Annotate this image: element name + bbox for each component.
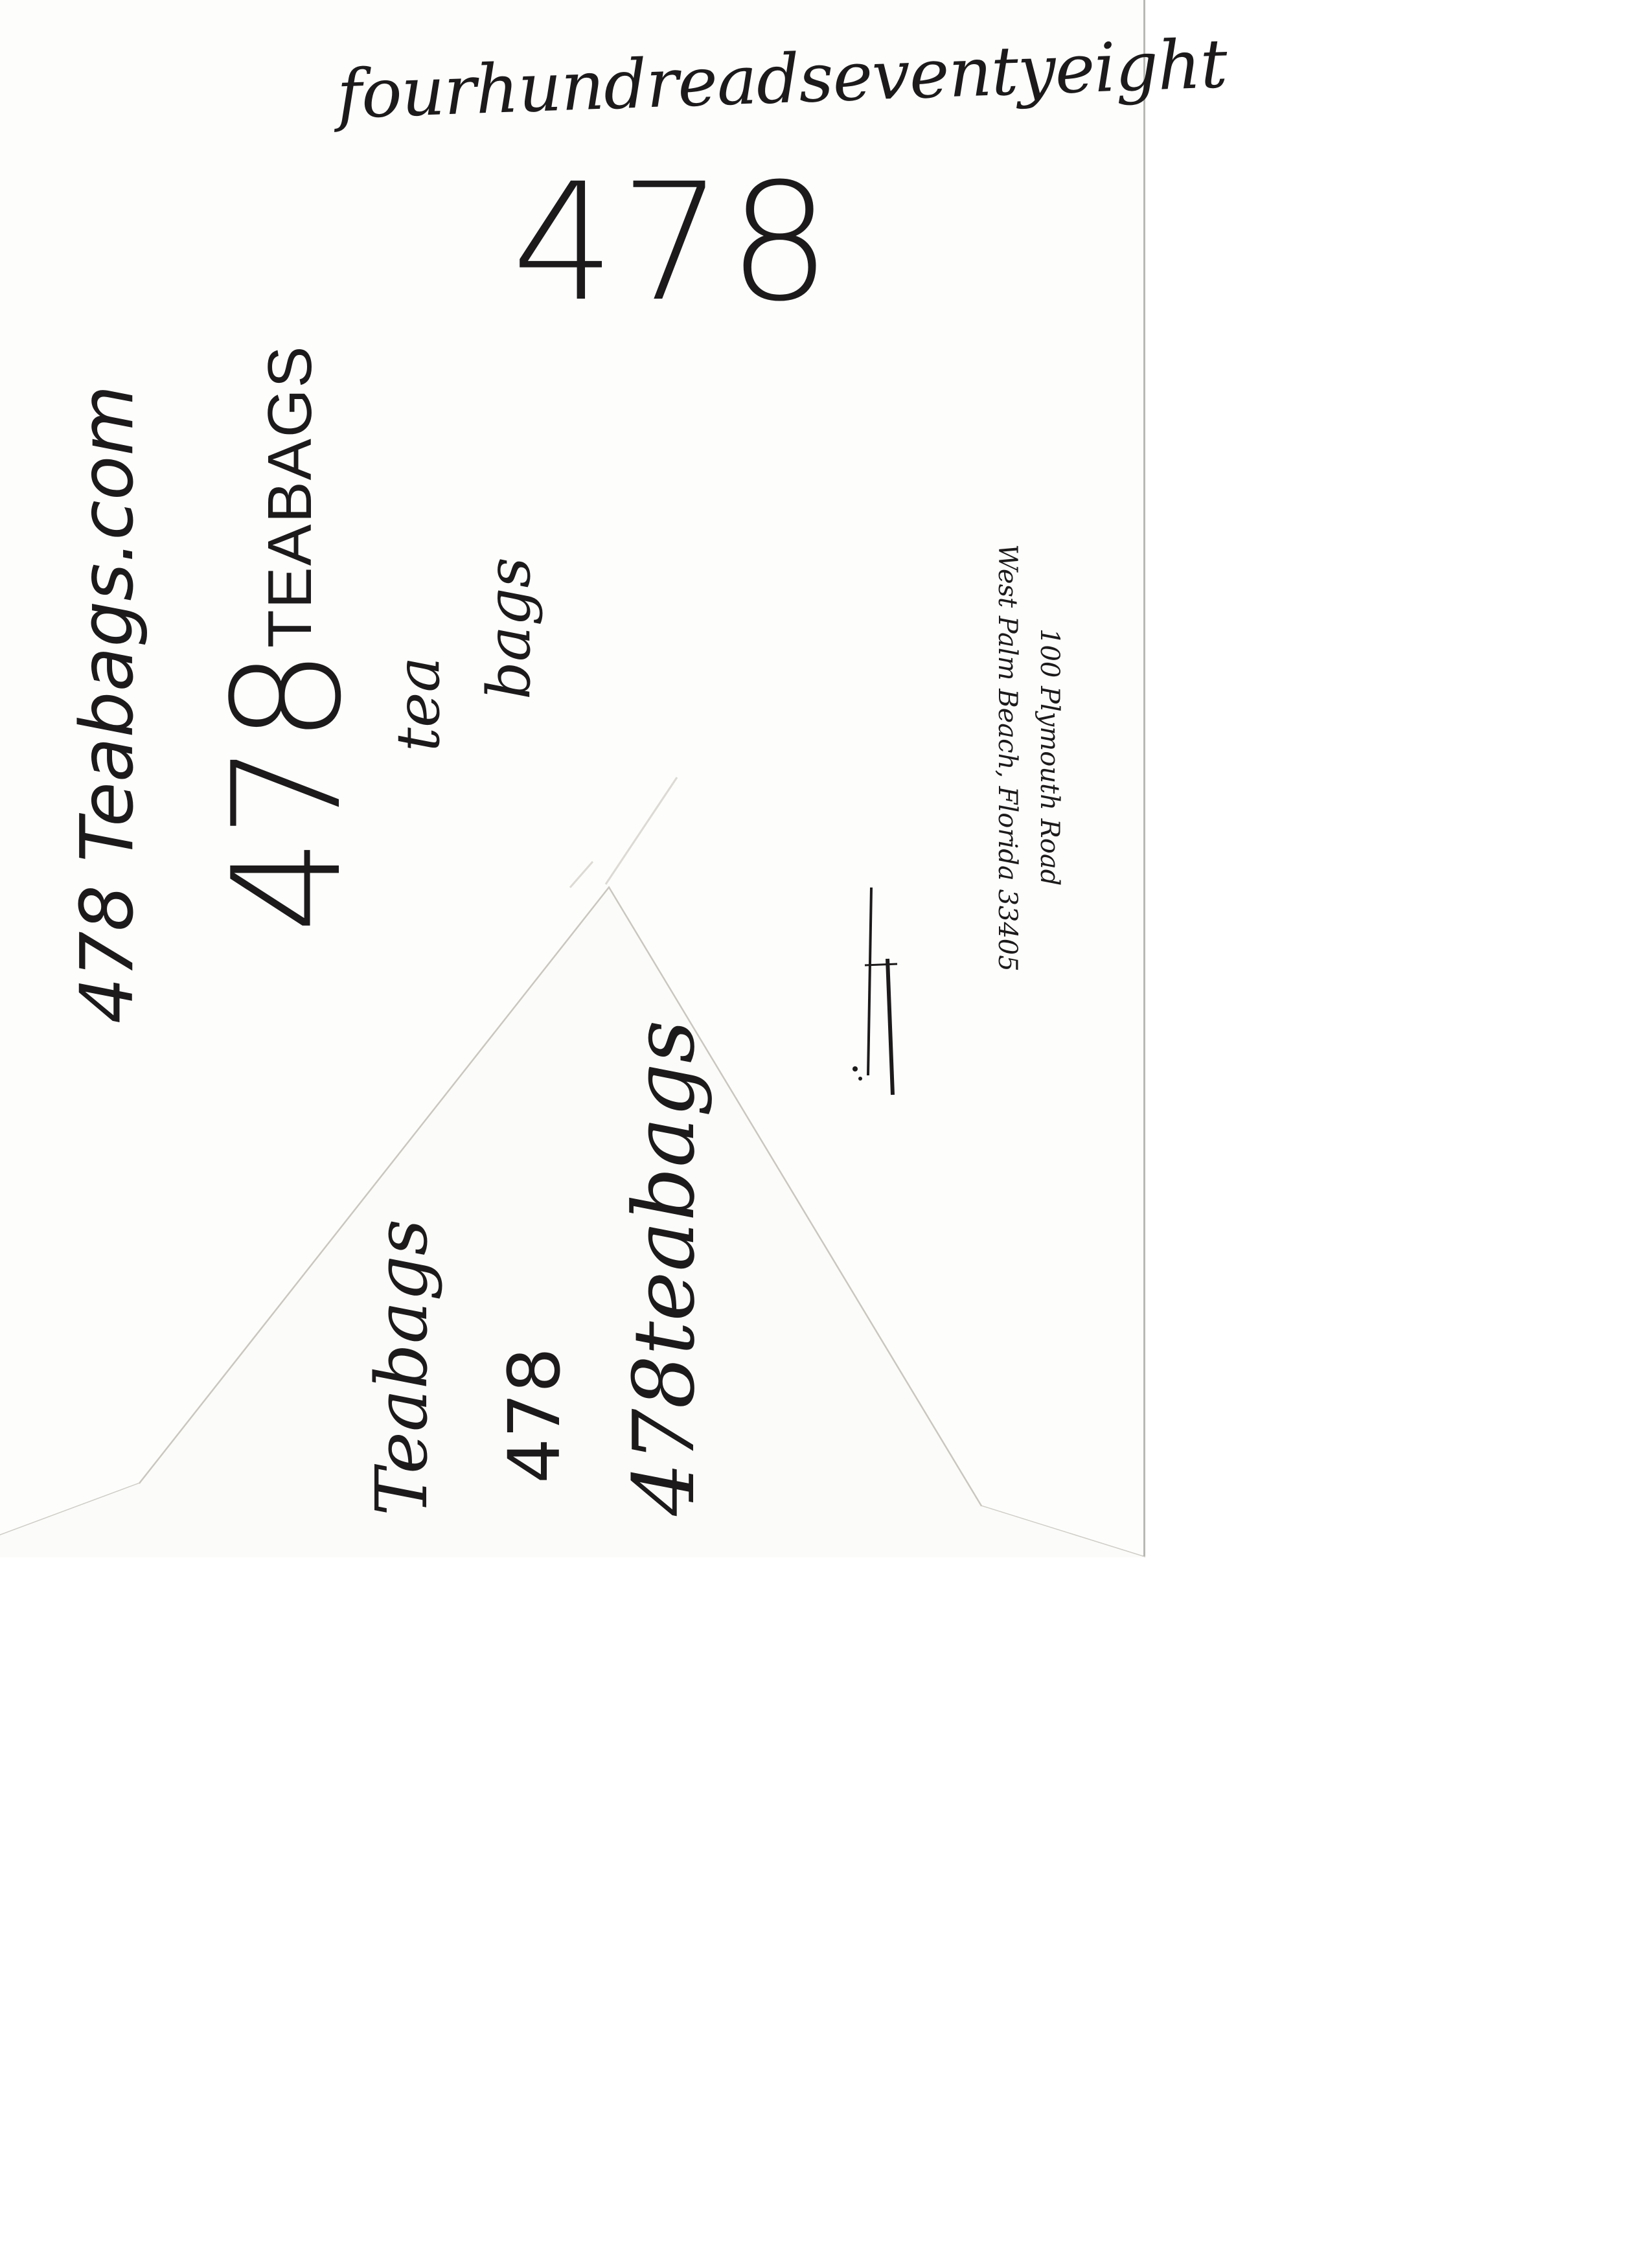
handwritten-number-top: 478 [512,148,837,337]
flap-edge-line [606,777,677,884]
handwritten-big-number: 478 [201,648,374,933]
handwritten-tea: tea [383,656,453,751]
flap-handwritten-number: 478 [493,1347,576,1483]
flap-edge-line-2 [570,862,593,888]
flap-handwritten-combined: 478teabags [615,1020,713,1516]
return-address-line-1: 100 Plymouth Road [1035,628,1064,886]
handwritten-teabags-caps: TEABAGS [255,345,325,648]
return-address-line-2: West Palm Beach, Florida 33405 [992,544,1022,972]
handwritten-website: 478 Teabags.com [65,385,150,1024]
ink-pen-marks [842,881,920,1101]
flap-handwritten-teabags: Teabags [360,1219,443,1516]
handwritten-bags: bags [474,557,544,700]
handwritten-number-words: fourhundreadseventyeight [336,24,1228,134]
